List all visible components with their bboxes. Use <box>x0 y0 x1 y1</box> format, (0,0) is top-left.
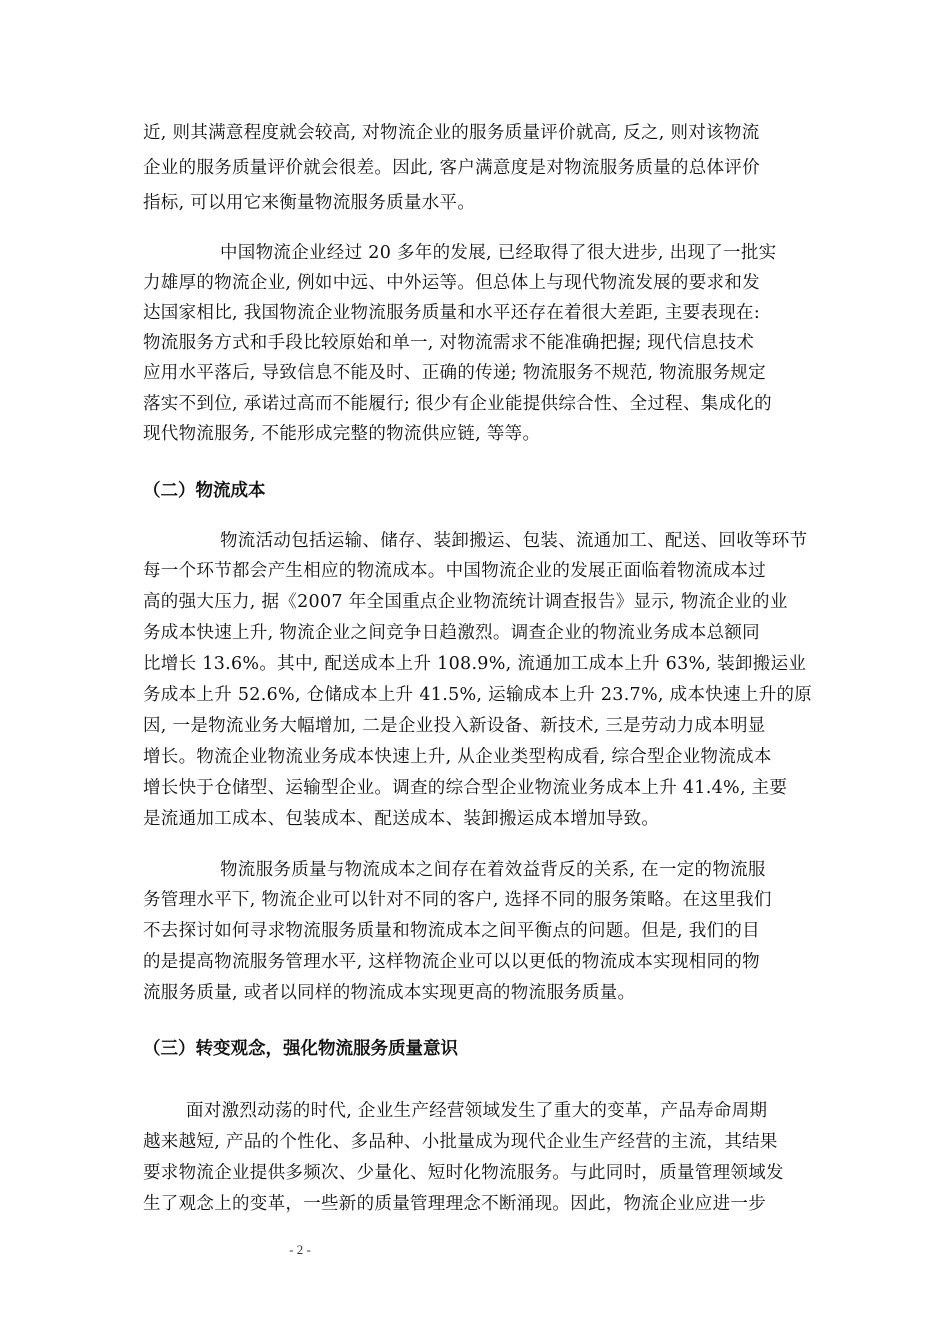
paragraph-4-line: 不去探讨如何寻求物流服务质量和物流成本之间平衡点的问题。但是, 我们的目 <box>143 921 760 941</box>
paragraph-5-line: 越来越短, 产品的个性化、多品种、小批量成为现代企业生产经营的主流，其结果 <box>143 1132 778 1152</box>
paragraph-2-line: 力雄厚的物流企业, 例如中远、中外运等。但总体上与现代物流发展的要求和发 <box>143 273 760 293</box>
paragraph-1-line: 指标, 可以用它来衡量物流服务质量水平。 <box>143 193 476 213</box>
paragraph-4-line: 的是提高物流服务管理水平, 这样物流企业可以以更低的物流成本实现相同的物 <box>143 952 760 972</box>
paragraph-3-line: 是流通加工成本、包装成本、配送成本、装卸搬运成本增加导致。 <box>143 809 660 829</box>
paragraph-2-line: 达国家相比, 我国物流企业物流服务质量和水平还存在着很大差距, 主要表现在: <box>143 303 761 323</box>
paragraph-3-line: 高的强大压力, 据《2007 年全国重点企业物流统计调查报告》显示, 物流企业的业 <box>143 592 788 612</box>
paragraph-5-line: 生了观念上的变革，一些新的质量管理理念不断涌现。因此，物流企业应进一步 <box>143 1194 766 1214</box>
paragraph-3-line: 比增长 13.6%。其中, 配送成本上升 108.9%, 流通加工成本上升 63%, 装卸搬运业 <box>143 654 807 674</box>
paragraph-5-line: 面对激烈动荡的时代, 企业生产经营领域发生了重大的变革，产品寿命周期 <box>186 1101 768 1121</box>
paragraph-4-line: 物流服务质量与物流成本之间存在着效益背反的关系, 在一定的物流服 <box>220 860 766 880</box>
paragraph-5-line: 要求物流企业提供多频次、少量化、短时化物流服务。与此同时，质量管理领域发 <box>143 1163 784 1183</box>
paragraph-1-line: 企业的服务质量评价就会很差。因此, 客户满意度是对物流服务质量的总体评价 <box>143 158 760 178</box>
paragraph-3-line: 增长快于仓储型、运输型企业。调查的综合型企业物流业务成本上升 41.4%, 主要 <box>143 778 788 798</box>
paragraph-4-line: 务管理水平下, 物流企业可以针对不同的客户, 选择不同的服务策略。在这里我们 <box>143 890 772 910</box>
paragraph-2-line: 落实不到位, 承诺过高而不能履行; 很少有企业能提供综合性、全过程、集成化的 <box>143 394 772 414</box>
page-number: - 2 - <box>289 1242 311 1257</box>
paragraph-1-line: 近, 则其满意程度就会较高, 对物流企业的服务质量评价就高, 反之, 则对该物流 <box>143 123 760 143</box>
paragraph-2-line: 中国物流企业经过 20 多年的发展, 已经取得了很大进步, 出现了一批实 <box>220 243 777 263</box>
paragraph-3-line: 因, 一是物流业务大幅增加, 二是企业投入新设备、新技术, 三是劳动力成本明显 <box>143 716 766 736</box>
paragraph-3-line: 务成本快速上升, 物流企业之间竞争日趋激烈。调查企业的物流业务成本总额同 <box>143 623 760 643</box>
paragraph-2-line: 应用水平落后, 导致信息不能及时、正确的传递; 物流服务不规范, 物流服务规定 <box>143 363 766 383</box>
paragraph-4-line: 流服务质量, 或者以同样的物流成本实现更高的物流服务质量。 <box>143 983 636 1003</box>
paragraph-3-line: 务成本上升 52.6%, 仓储成本上升 41.5%, 运输成本上升 23.7%, 成本快速上升的原 <box>143 685 813 705</box>
section-heading-3: （三）转变观念，强化物流服务质量意识 <box>143 1039 458 1059</box>
paragraph-2-line: 物流服务方式和手段比较原始和单一, 对物流需求不能准确把握; 现代信息技术 <box>143 333 755 353</box>
paragraph-3-line: 物流活动包括运输、储存、装卸搬运、包装、流通加工、配送、回收等环节 <box>220 531 808 551</box>
paragraph-2-line: 现代物流服务, 不能形成完整的物流供应链, 等等。 <box>143 424 541 444</box>
paragraph-3-line: 每一个环节都会产生相应的物流成本。中国物流企业的发展正面临着物流成本过 <box>143 561 766 581</box>
section-heading-2: （二）物流成本 <box>143 481 266 501</box>
paragraph-3-line: 增长。物流企业物流业务成本快速上升, 从企业类型构成看, 综合型企业物流成本 <box>143 747 772 767</box>
